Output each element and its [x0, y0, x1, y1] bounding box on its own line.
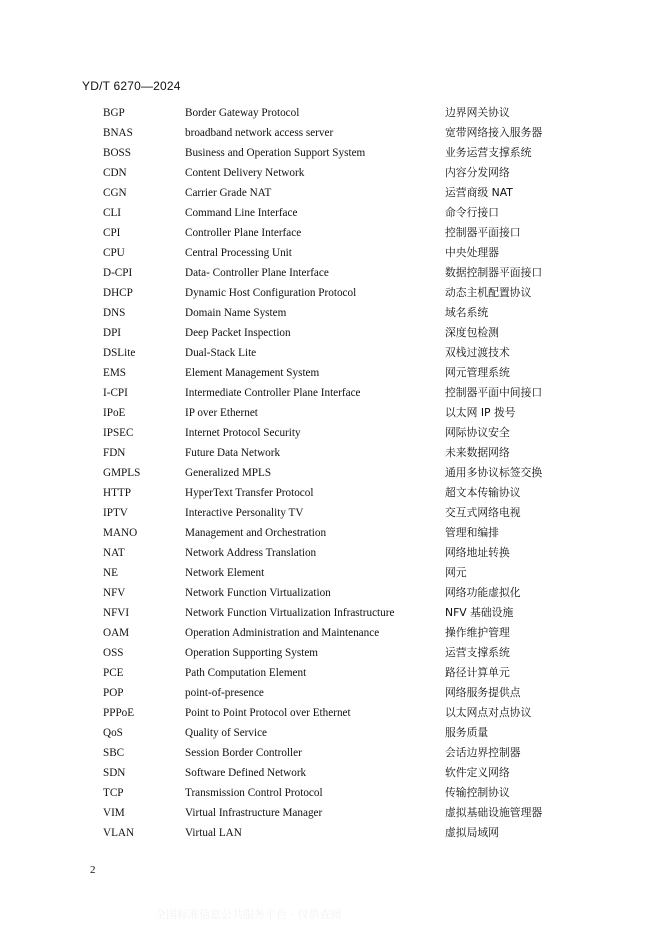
english-term: Network Function Virtualization Infrastructure	[185, 607, 395, 619]
abbreviation-row	[0, 703, 662, 723]
chinese-term: 业务运营支撑系统	[445, 146, 532, 159]
abbreviation-row	[0, 763, 662, 783]
english-term: Virtual LAN	[185, 827, 242, 839]
abbreviation-row	[0, 123, 662, 143]
abbreviation-row	[0, 163, 662, 183]
abbreviation: BNAS	[103, 127, 133, 139]
abbreviation: BOSS	[103, 147, 131, 159]
abbreviation-row	[0, 723, 662, 743]
abbreviation: HTTP	[103, 487, 131, 499]
abbreviation: FDN	[103, 447, 126, 459]
english-term: Virtual Infrastructure Manager	[185, 807, 323, 819]
english-term: Central Processing Unit	[185, 247, 292, 259]
abbreviation-row	[0, 663, 662, 683]
abbreviation-row	[0, 263, 662, 283]
chinese-term: 虚拟局域网	[445, 826, 499, 839]
abbreviation: IPoE	[103, 407, 126, 419]
english-term: Generalized MPLS	[185, 467, 272, 479]
english-term: point-of-presence	[185, 687, 264, 699]
abbreviation: OAM	[103, 627, 130, 639]
abbreviation: IPTV	[103, 507, 128, 519]
abbreviation: CDN	[103, 167, 127, 179]
abbreviation-row	[0, 103, 662, 123]
chinese-term: 运营支撑系统	[445, 646, 510, 659]
chinese-term: 网际协议安全	[445, 426, 510, 439]
abbreviation-row	[0, 623, 662, 643]
abbreviation-row	[0, 683, 662, 703]
abbreviation-row	[0, 183, 662, 203]
abbreviation-row	[0, 403, 662, 423]
abbreviation: VLAN	[103, 827, 135, 839]
english-term: IP over Ethernet	[185, 407, 258, 419]
abbreviation: OSS	[103, 647, 124, 659]
chinese-term: 软件定义网络	[445, 766, 510, 779]
abbreviation-row	[0, 823, 662, 843]
abbreviation: SBC	[103, 747, 125, 759]
english-term: Operation Supporting System	[185, 647, 318, 659]
abbreviation: DPI	[103, 327, 122, 339]
abbreviation-row	[0, 143, 662, 163]
abbreviation-row	[0, 783, 662, 803]
abbreviation-row	[0, 743, 662, 763]
chinese-term: 管理和编排	[445, 526, 499, 539]
abbreviation-row	[0, 343, 662, 363]
chinese-term: 网元管理系统	[445, 366, 510, 379]
chinese-term: 网络服务提供点	[445, 686, 521, 699]
chinese-term: 动态主机配置协议	[445, 286, 532, 299]
abbreviation: GMPLS	[103, 467, 141, 479]
abbreviation: NAT	[103, 547, 125, 559]
english-term: Element Management System	[185, 367, 320, 379]
chinese-term: 中央处理器	[445, 246, 499, 259]
abbreviation-row	[0, 523, 662, 543]
english-term: Internet Protocol Security	[185, 427, 301, 439]
chinese-term: 操作维护管理	[445, 626, 510, 639]
english-term: Network Function Virtualization	[185, 587, 331, 599]
abbreviation: TCP	[103, 787, 124, 799]
chinese-term: 服务质量	[445, 726, 489, 739]
chinese-term: 控制器平面接口	[445, 226, 521, 239]
abbreviation-row	[0, 283, 662, 303]
chinese-term: 交互式网络电视	[445, 506, 521, 519]
english-term: Content Delivery Network	[185, 167, 305, 179]
chinese-term: 以太网点对点协议	[445, 706, 532, 719]
abbreviation: IPSEC	[103, 427, 134, 439]
abbreviation: PCE	[103, 667, 124, 679]
english-term: Border Gateway Protocol	[185, 107, 300, 119]
chinese-term: 虚拟基础设施管理器	[445, 806, 543, 819]
abbreviation-row	[0, 303, 662, 323]
english-term: Controller Plane Interface	[185, 227, 302, 239]
abbreviation: DSLite	[103, 347, 136, 359]
abbreviation-row	[0, 603, 662, 623]
chinese-term: 宽带网络接入服务器	[445, 126, 543, 139]
abbreviation: PPPoE	[103, 707, 135, 719]
abbreviation-row	[0, 223, 662, 243]
chinese-term: 运营商级 NAT	[445, 186, 513, 199]
abbreviation: DNS	[103, 307, 126, 319]
abbreviation: BGP	[103, 107, 125, 119]
english-term: Carrier Grade NAT	[185, 187, 272, 199]
abbreviation-row	[0, 503, 662, 523]
chinese-term: 未来数据网络	[445, 446, 510, 459]
abbreviation-row	[0, 543, 662, 563]
english-term: Future Data Network	[185, 447, 281, 459]
english-term: Operation Administration and Maintenance	[185, 627, 380, 639]
abbreviation: CPI	[103, 227, 121, 239]
english-term: Point to Point Protocol over Ethernet	[185, 707, 351, 719]
chinese-term: 数据控制器平面接口	[445, 266, 543, 279]
chinese-term: 网元	[445, 566, 467, 579]
english-term: Business and Operation Support System	[185, 147, 366, 159]
abbreviation: I-CPI	[103, 387, 128, 399]
abbreviation-row	[0, 443, 662, 463]
abbreviation: CPU	[103, 247, 125, 259]
abbreviation: NE	[103, 567, 118, 579]
english-term: Data- Controller Plane Interface	[185, 267, 329, 279]
abbreviation-row	[0, 323, 662, 343]
chinese-term: 控制器平面中间接口	[445, 386, 543, 399]
abbreviation: CGN	[103, 187, 127, 199]
chinese-term: 路径计算单元	[445, 666, 510, 679]
chinese-term: 超文本传输协议	[445, 486, 521, 499]
page-number: 2	[90, 864, 96, 876]
english-term: Session Border Controller	[185, 747, 302, 759]
chinese-term: 深度包检测	[445, 326, 499, 339]
abbreviation: VIM	[103, 807, 125, 819]
chinese-term: 会话边界控制器	[445, 746, 521, 759]
abbreviation: EMS	[103, 367, 127, 379]
chinese-term: 以太网 IP 拨号	[445, 406, 516, 419]
english-term: Management and Orchestration	[185, 527, 327, 539]
english-term: Network Address Translation	[185, 547, 317, 559]
chinese-term: 命令行接口	[445, 206, 499, 219]
abbreviation-row	[0, 643, 662, 663]
english-term: Quality of Service	[185, 727, 268, 739]
abbreviation: SDN	[103, 767, 126, 779]
english-term: Domain Name System	[185, 307, 287, 319]
chinese-term: 双栈过渡技术	[445, 346, 510, 359]
abbreviation: POP	[103, 687, 124, 699]
english-term: Deep Packet Inspection	[185, 327, 291, 339]
english-term: HyperText Transfer Protocol	[185, 487, 314, 499]
abbreviation: MANO	[103, 527, 138, 539]
english-term: broadband network access server	[185, 127, 334, 139]
abbreviation-list	[0, 103, 662, 843]
abbreviation-row	[0, 383, 662, 403]
abbreviation-row	[0, 563, 662, 583]
abbreviation: NFV	[103, 587, 126, 599]
chinese-term: 网络功能虚拟化	[445, 586, 521, 599]
abbreviation: NFVI	[103, 607, 130, 619]
abbreviation: CLI	[103, 207, 122, 219]
english-term: Intermediate Controller Plane Interface	[185, 387, 361, 399]
english-term: Network Element	[185, 567, 265, 579]
abbreviation-row	[0, 803, 662, 823]
english-term: Software Defined Network	[185, 767, 307, 779]
english-term: Command Line Interface	[185, 207, 298, 219]
english-term: Dual-Stack Lite	[185, 347, 257, 359]
abbreviation-row	[0, 243, 662, 263]
chinese-term: 边界网关协议	[445, 106, 510, 119]
chinese-term: 网络地址转换	[445, 546, 510, 559]
english-term: Path Computation Element	[185, 667, 307, 679]
abbreviation-row	[0, 423, 662, 443]
english-term: Dynamic Host Configuration Protocol	[185, 287, 357, 299]
faint-watermark-text: 全国标准信息公共服务平台 · 仅供查阅	[155, 908, 342, 921]
document-code: YD/T 6270—2024	[82, 79, 181, 93]
english-term: Interactive Personality TV	[185, 507, 304, 519]
abbreviation-row	[0, 463, 662, 483]
abbreviation: D-CPI	[103, 267, 133, 279]
chinese-term: 通用多协议标签交换	[445, 466, 543, 479]
english-term: Transmission Control Protocol	[185, 787, 323, 799]
abbreviation-row	[0, 483, 662, 503]
chinese-term: 传输控制协议	[445, 786, 510, 799]
abbreviation: DHCP	[103, 287, 133, 299]
abbreviation: QoS	[103, 727, 123, 739]
chinese-term: 域名系统	[445, 306, 489, 319]
abbreviation-row	[0, 583, 662, 603]
chinese-term: NFV 基础设施	[445, 606, 514, 619]
abbreviation-row	[0, 203, 662, 223]
chinese-term: 内容分发网络	[445, 166, 510, 179]
abbreviation-row	[0, 363, 662, 383]
